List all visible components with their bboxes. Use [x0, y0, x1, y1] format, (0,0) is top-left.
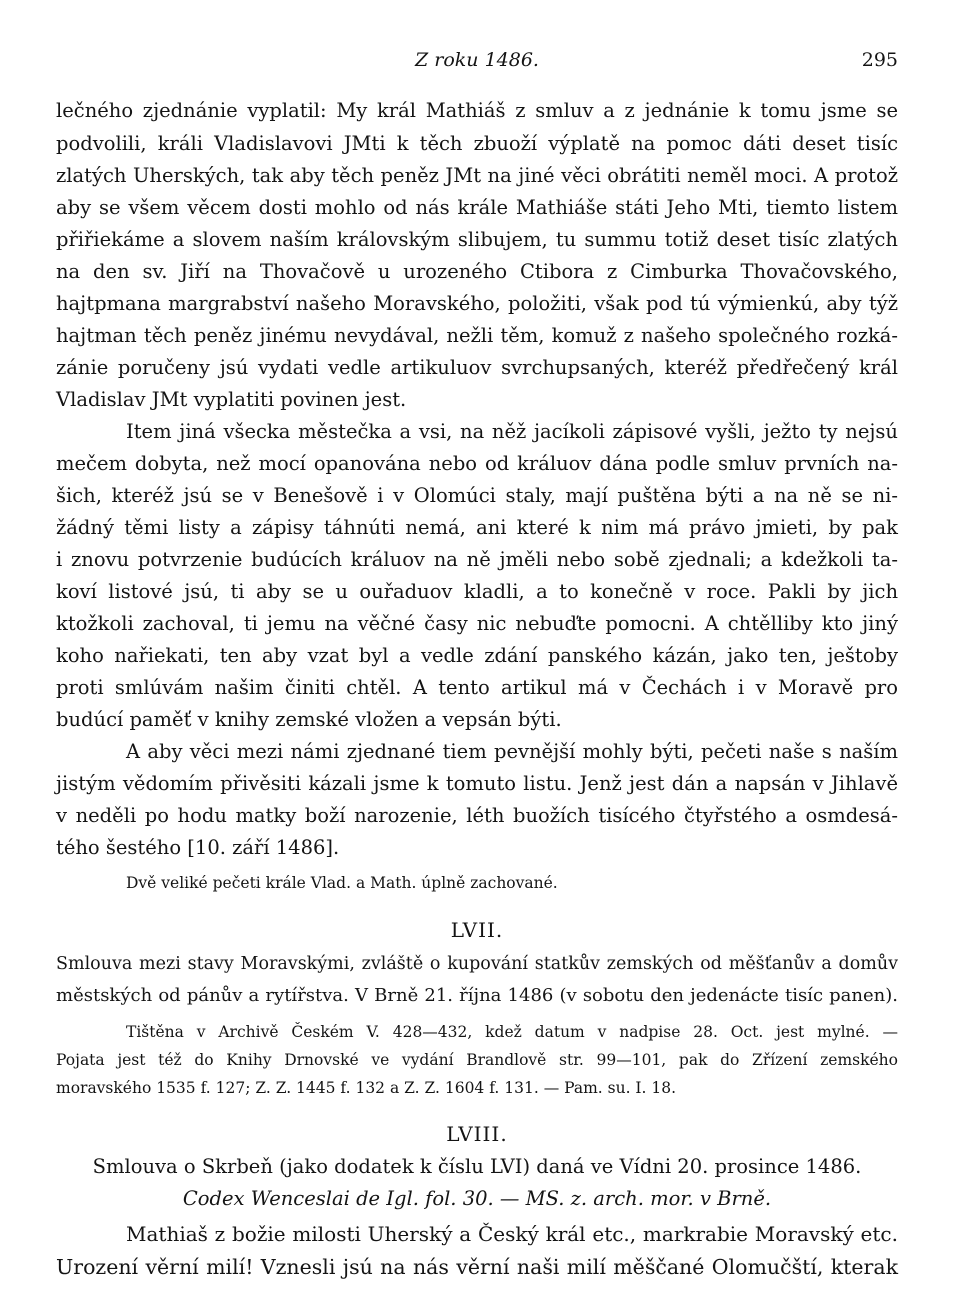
text-line: koho nařiekati, ten aby vzat byl a vedle zdání panského kázán, jako ten, ještoby [56, 644, 898, 667]
section-number: LVII. [450, 918, 504, 942]
page-number: 295 [861, 49, 898, 71]
seal-note: Dvě veliké pečeti krále Vlad. a Math. úplně zachované. [126, 874, 558, 892]
text-line: hajtpmana margrabství našeho Moravského, položiti, však pod tú výmienkú, aby týž [56, 292, 898, 315]
section-number: LVIII. [446, 1122, 508, 1146]
text-line: mečem dobyta, než mocí opanována nebo od králuov dána podle smluv prvních na- [56, 452, 898, 475]
text-line: aby se všem věcem dosti mohlo od nás krále Mathiáše státi Jeho Mti, tiemto listem [56, 196, 898, 219]
source-note-line: Tištěna v Archivě Českém V. 428—432, kdež datum v nadpise 28. Oct. jest mylné. — [126, 1023, 898, 1041]
text-line: tého šestého [10. září 1486]. [56, 836, 340, 859]
text-line: i znovu potvrzenie budúcích králuov na ně jměli nebo sobě zjednali; a kdežkoli ta- [56, 548, 898, 571]
text-line: v neděli po hodu matky boží narozenie, léth buožích tisícého čtyřstého a osmdesá- [56, 804, 898, 827]
text-line: na den sv. Jiří na Thovačově u urozeného Ctibora z Cimburka Thovačovského, [56, 260, 898, 283]
section-summary-line: Smlouva mezi stavy Moravskými, zvláště o kupování statkův zemských od měšťanův a domův [56, 954, 898, 974]
source-citation: Codex Wenceslai de Igl. fol. 30. — MS. z. arch. mor. v Brně. [182, 1187, 772, 1210]
text-line: koví listové jsú, ti aby se u ouřaduov kladli, a to konečně v roce. Pakli by jich [56, 580, 898, 603]
text-line: podvolili, králi Vladislavovi JMti k těch zbuoží výplatě na pomoc dáti deset tisíc [56, 132, 898, 155]
text-line: Vladislav JMt vyplatiti povinen jest. [56, 388, 407, 411]
running-title: Z roku 1486. [415, 49, 539, 71]
section-summary-line: Smlouva o Skrbeň (jako dodatek k číslu LVI) daná ve Vídni 20. prosince 1486. [92, 1155, 862, 1178]
text-line: budúcí paměť v knihy zemské vložen a vepsán býti. [56, 708, 562, 731]
text-line: lečného zjednánie vyplatil: My král Mathiáš z smluv a z jednánie k tomu jsme se [56, 99, 898, 122]
text-line: šich, kteréž jsú se v Benešově i v Olomúci staly, mají puštěna býti a na ně se ni- [56, 484, 898, 507]
section-summary-line: městských od pánův a rytířstva. V Brně 21. října 1486 (v sobotu den jedenácte tisíc panen). [56, 985, 898, 1006]
source-note-line: Pojata jest též do Knihy Drnovské ve vydání Brandlově str. 99—101, pak do Zřízení zemského [56, 1051, 898, 1069]
text-line: ktožkoli zachoval, ti jemu na věčné časy nic nebuďte pomocni. A chtělliby kto jiný [56, 612, 898, 635]
text-line: zlatých Uherských, tak aby těch peněz JMt na jiné věci obrátiti neměl moci. A protož [56, 164, 898, 187]
text-line: proti smlúvám našim činiti chtěl. A tento artikul má v Čechách i v Moravě pro [56, 676, 898, 699]
text-line: hajtman těch peněz jinému nevydával, nežli těm, komuž z našeho společného rozká- [56, 324, 898, 347]
text-line: Mathiaš z božie milosti Uherský a Český král etc., markrabie Moravský etc. [126, 1222, 898, 1246]
running-head [56, 46, 898, 74]
text-line: žádný těmi listy a zápisy táhnúti nemá, ani které k nim má právo jmieti, by pak [56, 516, 898, 539]
text-line: zánie poručeny jsú vydati vedle artikuluov svrchupsaných, kteréž předřečený král [56, 356, 898, 379]
source-note-line: moravského 1535 f. 127; Z. Z. 1445 f. 132 a Z. Z. 1604 f. 131. — Pam. su. I. 18. [56, 1079, 677, 1097]
text-line: A aby věci mezi námi zjednané tiem pevnější mohly býti, pečeti naše s naším [126, 740, 898, 763]
text-line: Urození věrní milí! Vznesli jsú na nás věrní naši milí měščané Olomučští, kterak [56, 1255, 898, 1279]
text-line: jistým vědomím přivěsiti kázali jsme k tomuto listu. Jenž jest dán a napsán v Jihlavě [56, 772, 898, 795]
text-line: přiřiekáme a slovem naším královským slibujem, tu summu totiž deset tisíc zlatých [56, 228, 898, 251]
text-line: Item jiná všecka městečka a vsi, na něž jacíkoli zápisové vyšli, ježto ty nejsú [126, 420, 898, 443]
